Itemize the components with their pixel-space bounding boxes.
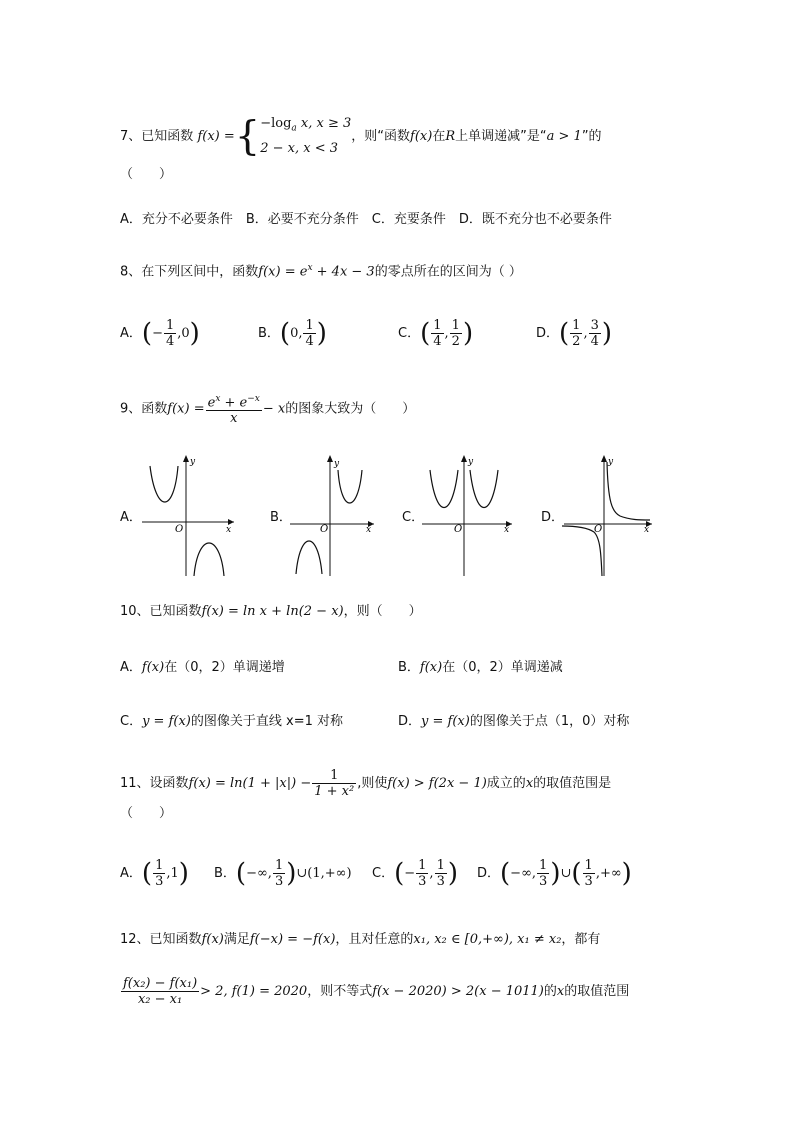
brace-symbol: { (234, 113, 261, 160)
fraction: $\frac{1}{4}$ (305, 318, 314, 349)
origin-label: O (175, 524, 184, 535)
q9-graph-a (138, 452, 238, 578)
curve-right (470, 470, 498, 508)
y-axis-label: y (334, 459, 340, 469)
q11-option-c: C．(− $\frac{1}{3}$ , $\frac{1}{3}$ ) (372, 858, 458, 889)
q10-option-d: D．y = f(x)的图像关于点（1，0）对称 (398, 714, 630, 729)
q10-option-a: A．f(x)在（0，2）单调递增 (120, 660, 285, 675)
piecewise-cases: $-\log_a$ x, x ≥ 3 2 − x, x < 3 (260, 116, 352, 156)
curve-right (194, 543, 224, 576)
q9-option-c-label: C． (402, 510, 425, 525)
x-axis-label: x (226, 525, 232, 535)
q12-stem-line2: $\frac{\text{f(x₂) − f(x₁)}}{\text{x₂ − x₁}}$ > 2, f(1) = 2020，则不等式f(x − 2020) > 2(x − 1011)的x的取值范围 (123, 976, 630, 1007)
q8-option-a: A．(− $\frac{1}{4}$ ,0) (120, 318, 200, 349)
fraction: $\frac{1}{\text{1 + x²}}$ (314, 768, 355, 799)
q7-options: A．充分不必要条件 B．必要不充分条件 C．充要条件 D．既不充分也不必要条件 (120, 212, 612, 227)
q10-stem: 10、已知函数f(x) = ln x + ln(2 − x)，则（ ） (120, 604, 422, 619)
q11-option-a: A．( $\frac{1}{3}$ ,1) (120, 858, 189, 889)
q11-paren: （ ） (120, 806, 173, 821)
origin-label: O (594, 524, 603, 535)
fraction: $\frac{\text{f(x₂) − f(x₁)}}{\text{x₂ − x₁}}$ (123, 976, 198, 1007)
curve-left (296, 541, 322, 574)
x-axis-label: x (504, 525, 510, 535)
curve-left (430, 470, 458, 508)
q8-option-c: C．( $\frac{1}{4}$ , $\frac{1}{2}$ ) (398, 318, 474, 349)
q8-option-b: B．(0, $\frac{1}{4}$ ) (258, 318, 327, 349)
q8-option-d: D．( $\frac{1}{2}$ , $\frac{3}{4}$ ) (536, 318, 613, 349)
curve-right (338, 470, 362, 503)
q11-option-b: B．(−∞, $\frac{1}{3}$ )∪(1,+∞) (214, 858, 352, 889)
x-axis-label: x (366, 525, 372, 535)
q9-option-d-label: D． (541, 510, 565, 525)
fraction: $\frac{1}{4}$ (165, 318, 175, 349)
x-axis-label: x (644, 525, 650, 535)
curve-left (150, 466, 178, 502)
curve-right (607, 462, 650, 520)
q7-paren: （ ） (120, 167, 173, 182)
q9-option-a-label: A． (120, 510, 142, 525)
q10-option-b: B．f(x)在（0，2）单调递减 (398, 660, 563, 675)
y-axis-label: y (468, 457, 474, 467)
q9-graph-c (418, 452, 516, 578)
q10-option-c: C．y = f(x)的图像关于直线 x=1 对称 (120, 714, 343, 729)
origin-label: O (454, 524, 463, 535)
q12-stem-line1: 12、已知函数f(x)满足f(−x) = −f(x)，且对任意的x₁, x₂ ∈ [0,+∞), x₁ ≠ x₂，都有 (120, 932, 601, 947)
q8-stem: 8、在下列区间中，函数$f(x) = e^x + 4x - 3$的零点所在的区间为（ ） (120, 263, 522, 280)
q9-stem: 9、函数f(x) = $\frac{e^x + e^{-x}}{x}$ − x的图象大致为（ ） (120, 394, 416, 427)
fraction: $\frac{e^x + e^{-x}}{x}$ (207, 394, 260, 427)
q11-option-d: D．(−∞, $\frac{1}{3}$ )∪( $\frac{1}{3}$ ,+∞) (477, 858, 632, 889)
q11-stem: 11、设函数f(x) = ln(1 + |x|) − $\frac{1}{\text{1 + x²}}$ ,则使f(x) > f(2x − 1)成立的x的取值范围是 (120, 768, 612, 799)
y-axis-label: y (608, 457, 614, 467)
origin-label: O (320, 524, 329, 535)
y-axis-label: y (190, 457, 196, 467)
q9-option-b-label: B． (270, 510, 292, 525)
q7-stem: 7、已知函数 f(x) ={ $-\log_a$ x, x ≥ 3 2 − x, x < 3 ，则“函数f(x)在R上单调递减”是“a > 1”的 (120, 113, 602, 160)
q9-graph-d (560, 452, 656, 578)
q9-graph-b (286, 452, 378, 578)
